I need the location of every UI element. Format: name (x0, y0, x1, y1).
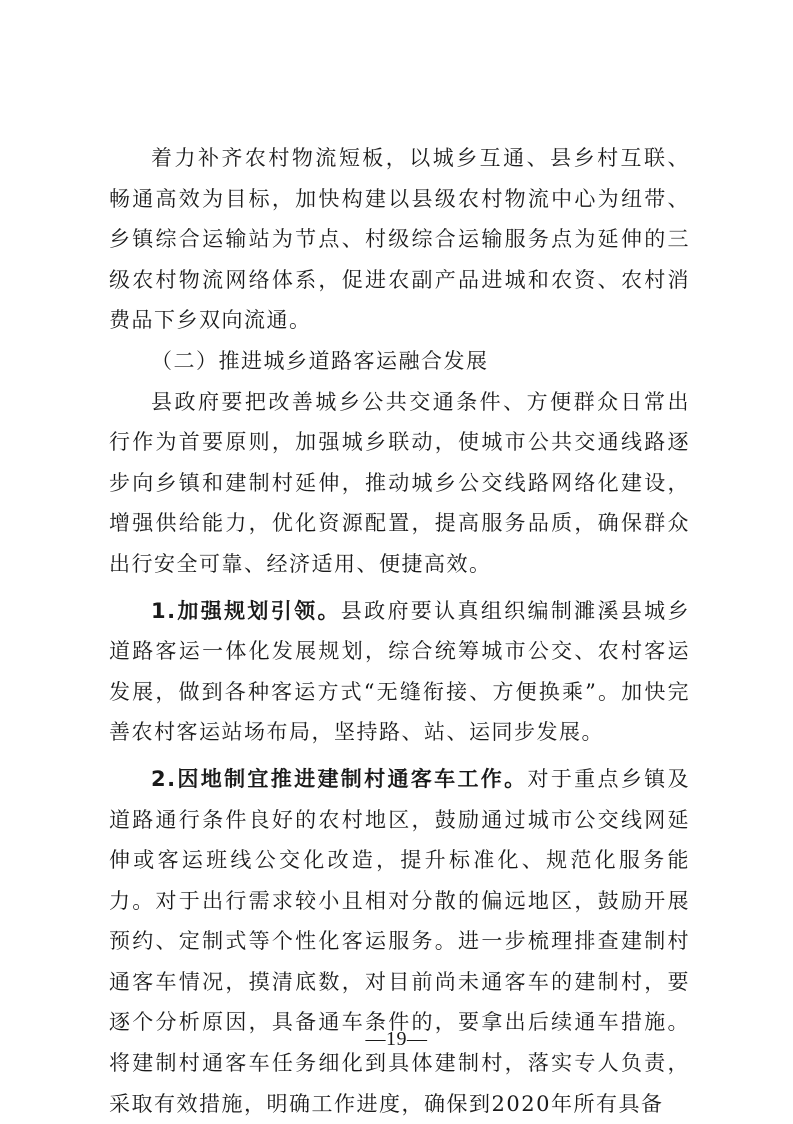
paragraph-planning (109, 591, 690, 753)
paragraph-text: 县政府要把改善城乡公共交通条件、方便群众日常出行作为首要原则，加强城乡联动，使城市公共交通线路逐步向乡镇和建制村延伸，推动城乡公交线路网络化建设，增强供给能力，优化资源配置，提高服务品质，确保群众出行安全可靠、经济适用、便捷高效。 (109, 389, 690, 576)
page-number: —19— (365, 1028, 428, 1050)
paragraph-text: 对于重点乡镇及道路通行条件良好的农村地区，鼓励通过城市公交线网延伸或客运班线公交化改造，提升标准化、规范化服务能力。对于出行需求较小且相对分散的偏远地区，鼓励开展预约、定制式等个性化客运服务。进一步梳理排查建制村通客车情况，摸清底数，对目前尚未通客车的建制村，要逐个分析原因，具备通车条件的，要拿出后续通车措施。将建制村通客车任务细化到具体建制村，落实专人负责，采取有效措施，明确工作进度，确保到2020年所有具备 (109, 766, 691, 1116)
section-heading (109, 341, 690, 382)
paragraph-logistics (109, 138, 690, 341)
paragraph-lead: 1.加强规划引领。 (151, 598, 341, 623)
paragraph-lead: 2.因地制宜推进建制村通客车工作。 (151, 766, 528, 791)
paragraph-village-buses (109, 759, 690, 1124)
paragraph-public-transport (109, 382, 690, 585)
section-heading-text: （二）推进城乡道路客运融合发展 (151, 348, 489, 373)
paragraph-text: 县政府要认真组织编制濉溪县城乡道路客运一体化发展规划，综合统筹城市公交、农村客运发展，做到各种客运方式“无缝衔接、方便换乘”。加快完善农村客运站场布局，坚持路、站、运同步发展。 (109, 598, 691, 745)
document-body (109, 138, 690, 1124)
paragraph-text: 着力补齐农村物流短板，以城乡互通、县乡村互联、畅通高效为目标，加快构建以县级农村物流中心为纽带、乡镇综合运输站为节点、村级综合运输服务点为延伸的三级农村物流网络体系，促进农副产品进城和农资、农村消费品下乡双向流通。 (109, 146, 690, 333)
